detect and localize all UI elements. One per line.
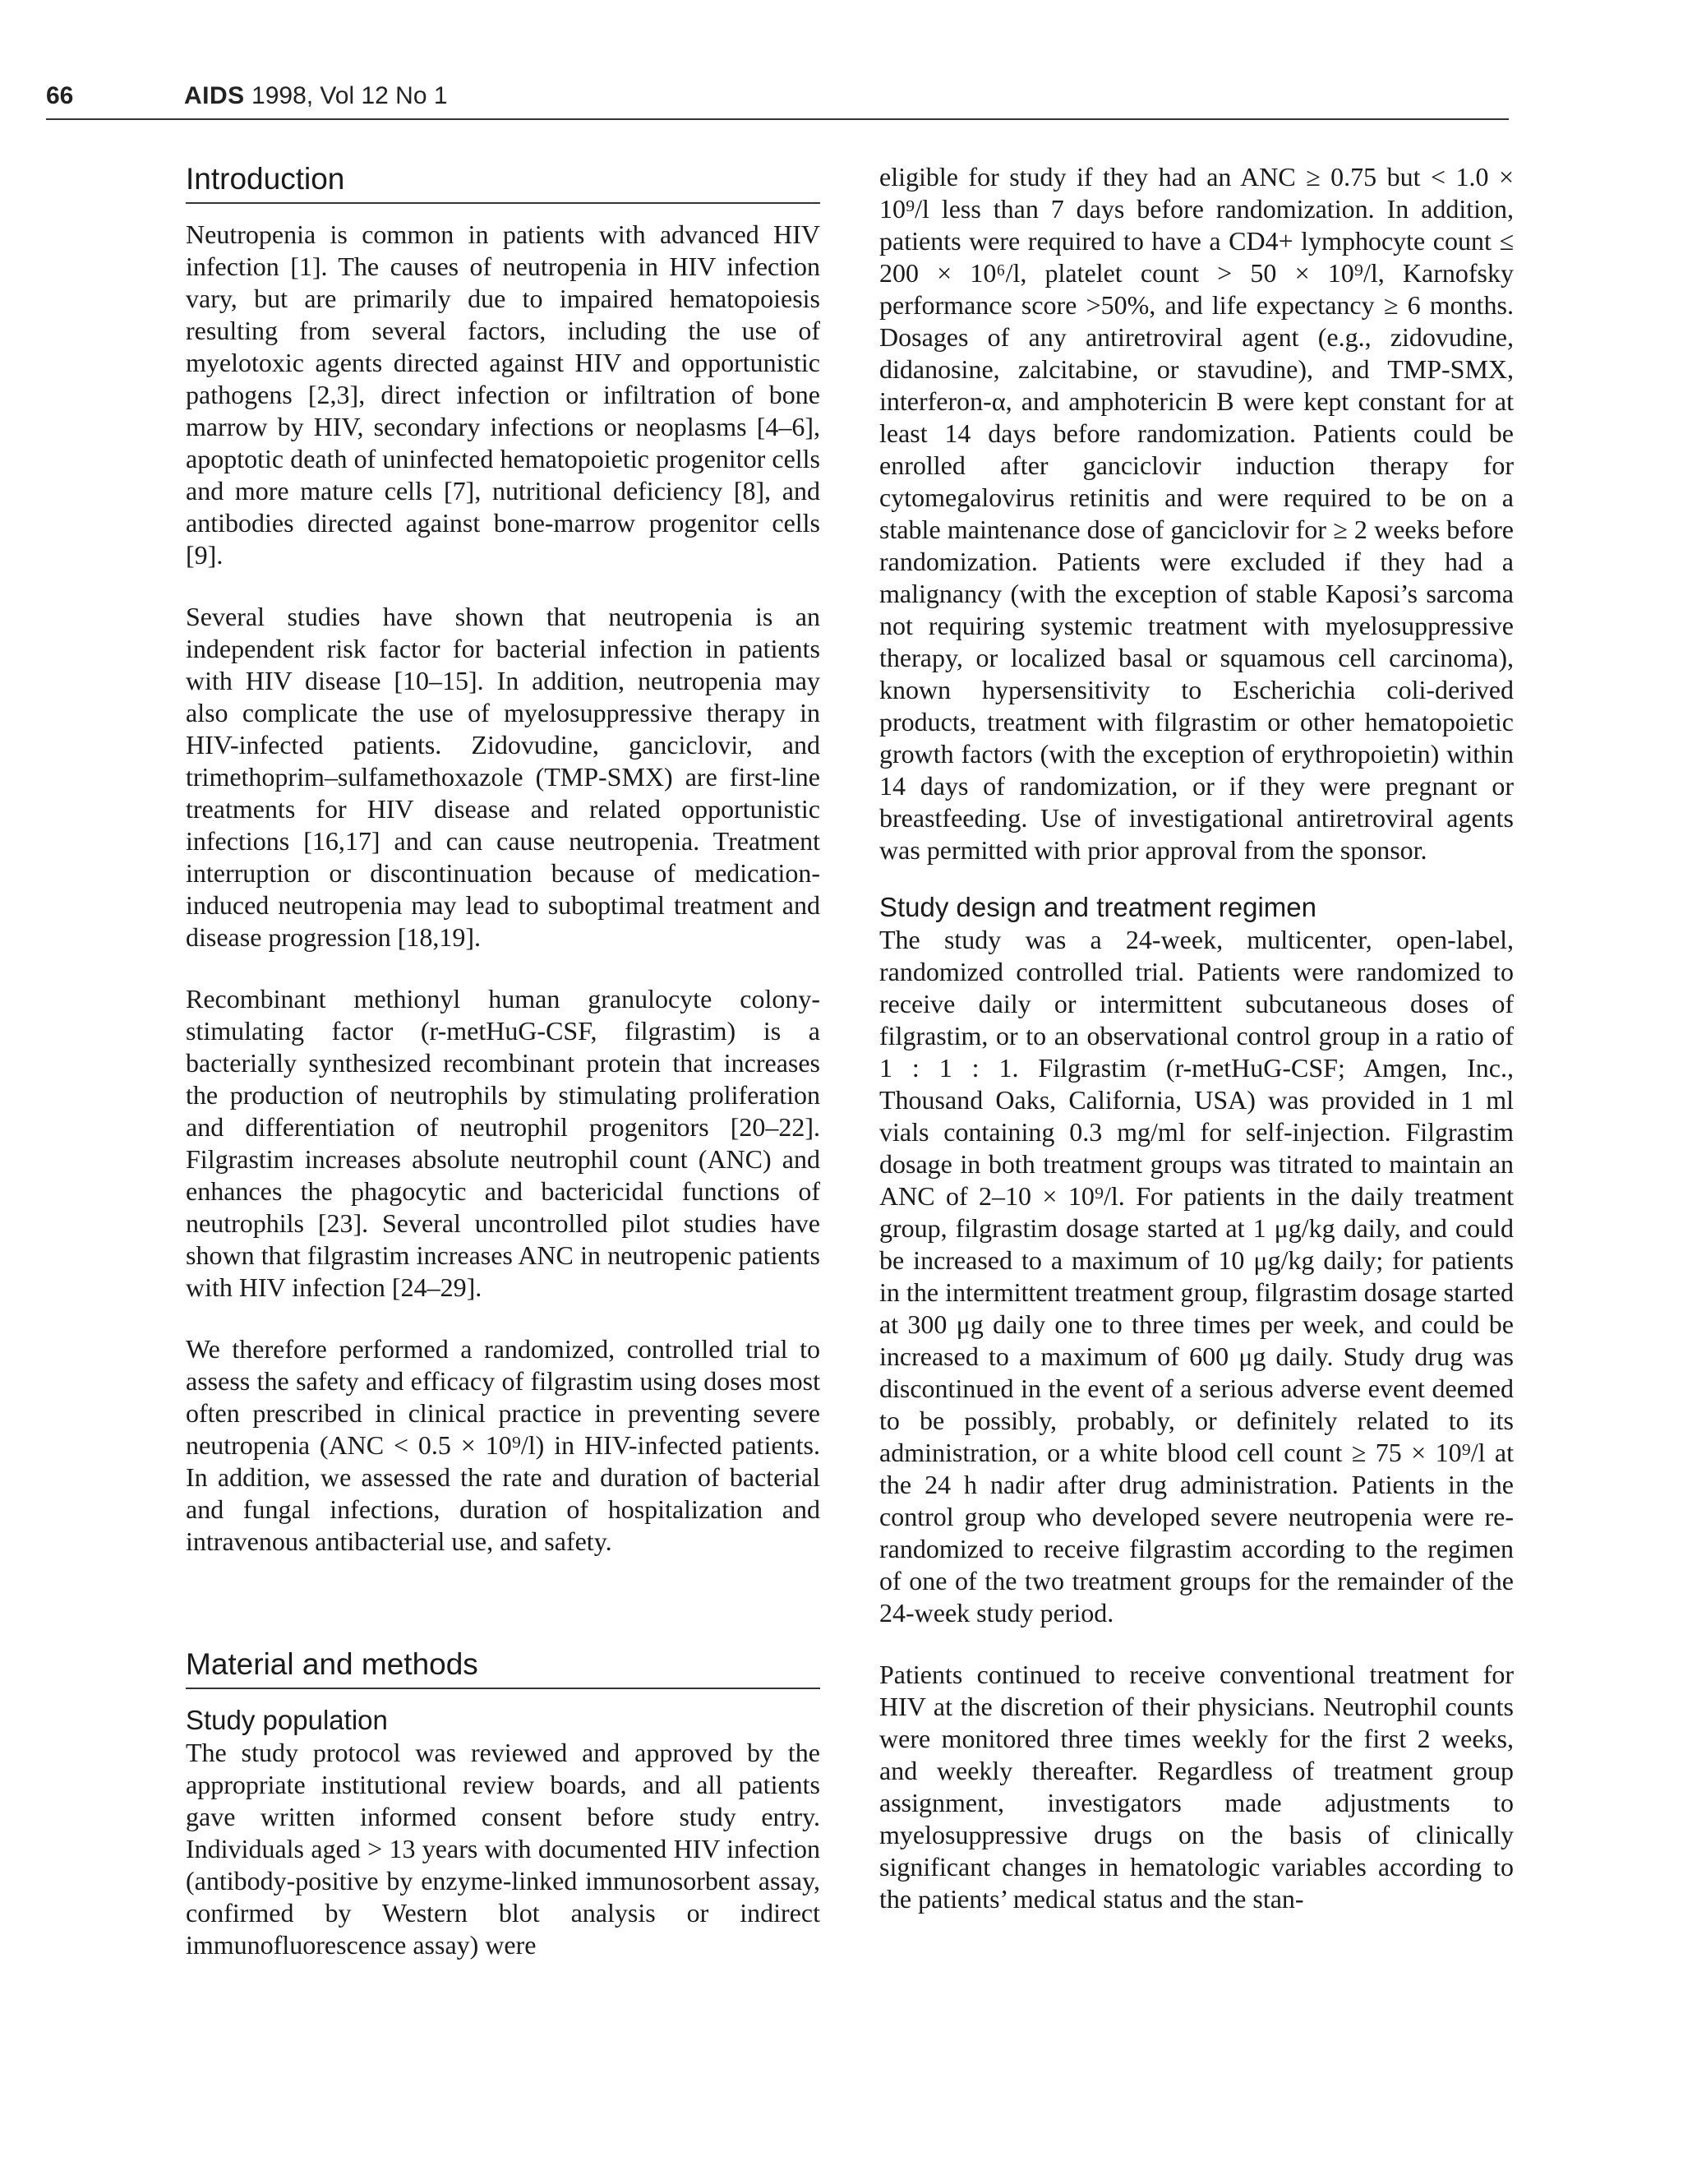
running-head: [46, 82, 1509, 120]
conventional-treatment-paragraph: Patients continued to receive conventional treatment for HIV at the discretion of their physicians. Neutrophil counts were monitored three times weekly for the first 2 weeks, and weekly thereafter. Regardless of treatment group assignment, investigators made adjustments to myelosuppressive drugs on the basis of clinically significant changes in hematologic variables according to the patients’ medical status and the stan-: [879, 1660, 1514, 1914]
journal-name: AIDS: [184, 82, 245, 109]
intro-paragraph-3: Recombinant methionyl human granulocyte colony-stimulating factor (r-metHuG-CSF, filgrastim) is a bacterially synthesized recombinant protein that increases the production of neutrophils by stimulating proliferation and differentiation of neutrophil progenitors [20–22]. Filgrastim increases absolute neutrophil count (ANC) and enhances the phagocytic and bactericidal functions of neutrophils [23]. Several uncontrolled pilot studies have shown that filgrastim increases ANC in neutropenic patients with HIV infection [24–29].: [186, 984, 820, 1302]
eligibility-paragraph: eligible for study if they had an ANC ≥ 0.75 but < 1.0 × 10⁹/l less than 7 days before randomization. In addition, patients were required to have a CD4+ lymphocyte count ≤ 200 × 10⁶/l, platelet count > 50 × 10⁹/l, Karnofsky performance score >50%, and life expectancy ≥ 6 months. Dosages of any antiretroviral agent (e.g., zidovudine, didanosine, zalcitabine, or stavudine), and TMP-SMX, interferon-α, and amphotericin B were kept constant for at least 14 days before randomization. Patients could be enrolled after ganciclovir induction therapy for cytomegalovirus retinitis and were required to be on a stable maintenance dose of ganciclovir for ≥ 2 weeks before randomization. Patients were excluded if they had a malignancy (with the exception of stable Kaposi’s sarcoma not requiring systemic treatment with myelosuppressive therapy, or localized basal or squamous cell carcinoma), known hypersensitivity to Escherichia coli-derived products, treatment with filgrastim or other hematopoietic growth factors (with the exception of erythropoietin) within 14 days of randomization, or if they were pregnant or breastfeeding. Use of investigational antiretroviral agents was permitted with prior approval from the sponsor.: [879, 162, 1514, 865]
left-column: [186, 161, 820, 1961]
study-population-paragraph: The study protocol was reviewed and approved by the appropriate institutional review boards, and all patients gave written informed consent before study entry. Individuals aged > 13 years with documented HIV infection (antibody-positive by enzyme-linked immunosorbent assay, confirmed by Western blot analysis or indirect immunofluorescence assay) were: [186, 1738, 820, 1960]
right-column: [879, 161, 1514, 1915]
page-number: 66: [46, 82, 74, 109]
methods-heading: Material and methods: [186, 1646, 820, 1689]
journal-issue: 1998, Vol 12 No 1: [244, 82, 448, 109]
study-population-heading: Study population: [186, 1705, 388, 1735]
intro-paragraph-2: Several studies have shown that neutropenia is an independent risk factor for bacterial infection in patients with HIV disease [10–15]. In addition, neutropenia may also complicate the use of myelosuppressive therapy in HIV-infected patients. Zidovudine, ganciclovir, and trimethoprim–sulfamethoxazole (TMP-SMX) are first-line treatments for HIV disease and related opportunistic infections [16,17] and can cause neutropenia. Treatment interruption or discontinuation because of medication-induced neutropenia may lead to suboptimal treatment and disease progression [18,19].: [186, 602, 820, 952]
study-design-heading: Study design and treatment regimen: [879, 892, 1316, 922]
study-design-paragraph: The study was a 24-week, multicenter, open-label, randomized controlled trial. Patients were randomized to receive daily or intermittent subcutaneous doses of filgrastim, or to an observational control group in a ratio of 1 : 1 : 1. Filgrastim (r-metHuG-CSF; Amgen, Inc., Thousand Oaks, California, USA) was provided in 1 ml vials containing 0.3 mg/ml for self-injection. Filgrastim dosage in both treatment groups was titrated to maintain an ANC of 2–10 × 10⁹/l. For patients in the daily treatment group, filgrastim dosage started at 1 μg/kg daily, and could be increased to a maximum of 10 μg/kg daily; for patients in the intermittent treatment group, filgrastim dosage started at 300 μg daily one to three times per week, and could be increased to a maximum of 600 μg daily. Study drug was discontinued in the event of a serious adverse event deemed to be possibly, probably, or definitely related to its administration, or a white blood cell count ≥ 75 × 10⁹/l at the 24 h nadir after drug administration. Patients in the control group who developed severe neutropenia were re-randomized to receive filgrastim according to the regimen of one of the two treatment groups for the remainder of the 24-week study period.: [879, 925, 1514, 1628]
introduction-heading: Introduction: [186, 161, 820, 204]
intro-paragraph-4: We therefore performed a randomized, controlled trial to assess the safety and efficacy of filgrastim using doses most often prescribed in clinical practice in preventing severe neutropenia (ANC < 0.5 × 10⁹/l) in HIV-infected patients. In addition, we assessed the rate and duration of bacterial and fungal infections, duration of hospitalization and intravenous antibacterial use, and safety.: [186, 1334, 820, 1556]
intro-paragraph-1: Neutropenia is common in patients with advanced HIV infection [1]. The causes of neutropenia in HIV infection vary, but are primarily due to impaired hematopoiesis resulting from several factors, including the use of myelotoxic agents directed against HIV and opportunistic pathogens [2,3], direct infection or infiltration of bone marrow by HIV, secondary infections or neoplasms [4–6], apoptotic death of uninfected hematopoietic progenitor cells and more mature cells [7], nutritional deficiency [8], and antibodies directed against bone-marrow progenitor cells [9].: [186, 219, 820, 570]
